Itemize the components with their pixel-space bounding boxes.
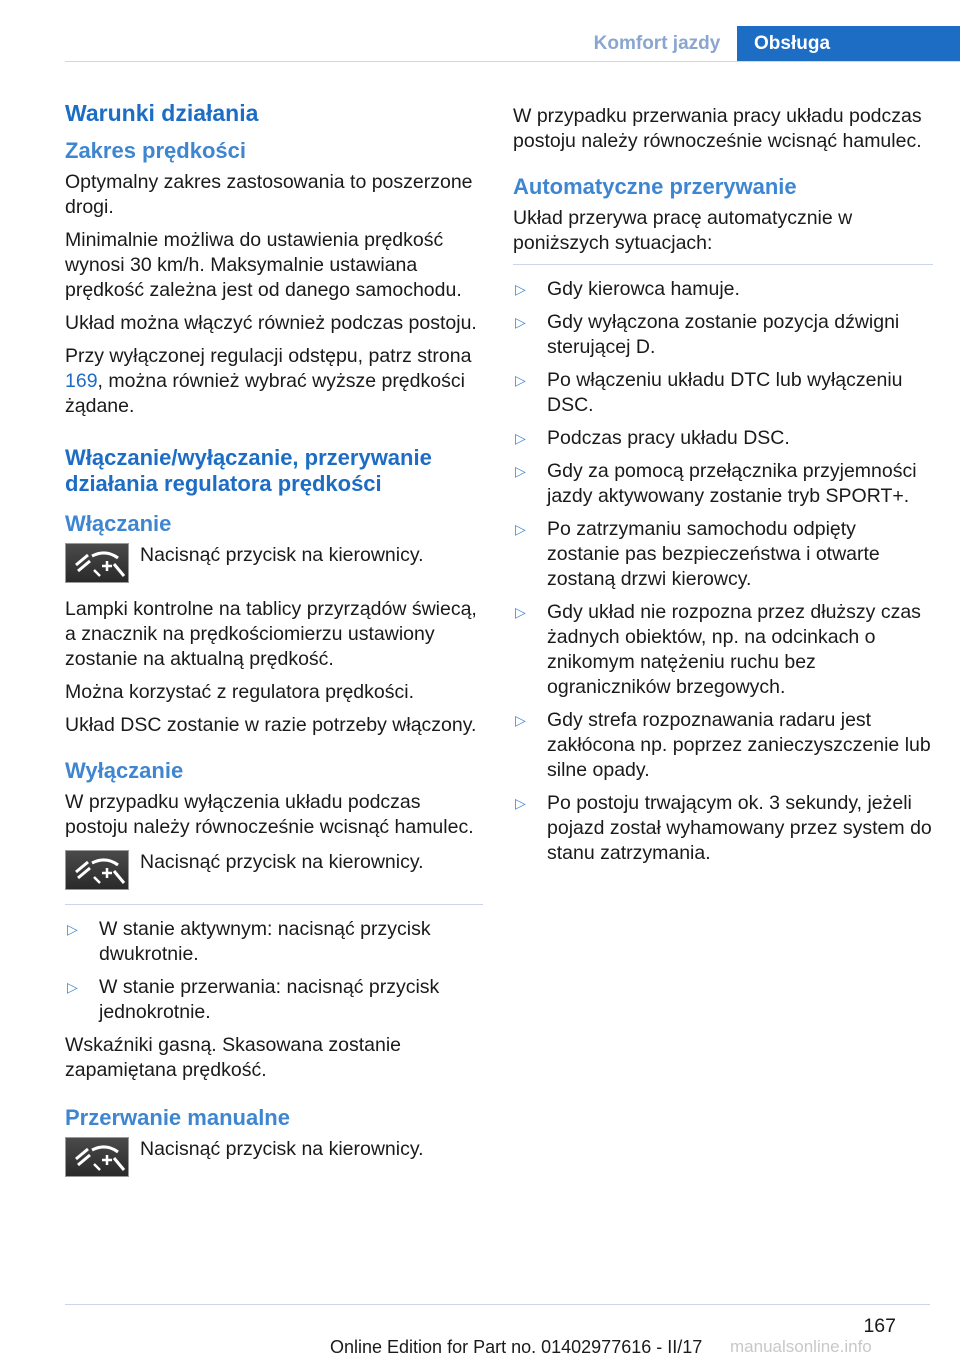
para-przy-a: Przy wyłączonej regulacji odstępu, patrz strona — [65, 345, 472, 367]
triangle-bullet-icon: ▷ — [515, 795, 526, 811]
cruise-control-button-icon — [65, 850, 129, 890]
list-wylaczanie — [65, 917, 483, 1025]
list-item: ▷ Gdy układ nie rozpozna przez dłuższy czas żadnych obiektów, np. na odcinkach o znikomym natężeniu ruchu bez ograniczników brzegowych. — [515, 601, 921, 698]
para-optymalny: Optymalny zakres zastosowania to poszerzone drogi. — [65, 171, 473, 218]
page-number: 167 — [863, 1315, 896, 1337]
list-item: ▷ Podczas pracy układu DSC. — [515, 427, 790, 449]
list-item: ▷ Po postoju trwającym ok. 3 sekundy, jeżeli pojazd został wyhamowany przez system do stanu zatrzymania. — [515, 792, 932, 864]
list-item: ▷ Gdy za pomocą przełącznika przyjemności jazdy aktywowany zostanie tryb SPORT+. — [515, 460, 917, 507]
heading-zakres: Zakres prędkości — [65, 138, 246, 163]
cruise-control-button-icon — [65, 1137, 129, 1177]
cruise-control-button-icon — [65, 543, 129, 583]
list-item: ▷ Gdy wyłączona zostanie pozycja dźwigni sterującej D. — [515, 311, 900, 358]
list-item: ▷ Gdy kierowca hamuje. — [515, 278, 740, 300]
button-row-2 — [65, 850, 483, 890]
triangle-bullet-icon: ▷ — [515, 604, 526, 620]
watermark: manualsonline.info — [730, 1337, 872, 1356]
list-divider — [65, 904, 483, 905]
para-przy — [65, 344, 483, 419]
header-divider — [65, 61, 960, 62]
triangle-bullet-icon: ▷ — [67, 979, 78, 995]
triangle-bullet-icon: ▷ — [515, 281, 526, 297]
heading-automatyczne: Automatyczne przerywanie — [513, 174, 797, 199]
tab-section: Komfort jazdy — [593, 33, 721, 54]
para-auto: Układ przerywa pracę automatycznie w poniższych sytuacjach: — [513, 207, 853, 254]
para-minimalnie: Minimalnie możliwa do ustawienia prędkość wynosi 30 km/h. Maksymalnie ustawiana prędkość zależna jest od danego samochodu. — [65, 229, 462, 301]
triangle-bullet-icon: ▷ — [515, 521, 526, 537]
footer-divider — [65, 1304, 930, 1305]
tab-chapter: Obsługa — [737, 26, 960, 62]
triangle-bullet-icon: ▷ — [515, 372, 526, 388]
list-item: ▷ W stanie przerwania: nacisnąć przycisk jednokrotnie. — [67, 976, 440, 1023]
para-przerwanie-postoj: W przypadku przerwania pracy układu podczas postoju należy równocześnie wcisnąć hamulec. — [513, 105, 922, 152]
button-row-1 — [65, 543, 483, 583]
list-item: ▷ Gdy strefa rozpoznawania radaru jest zakłócona np. poprzez zanieczyszczenie lub silne opady. — [515, 709, 931, 781]
heading-wylaczanie: Wyłączanie — [65, 758, 184, 783]
para-przy-b: , można również wybrać wyższe prędkości żądane. — [65, 370, 465, 417]
button-instruction-1: Nacisnąć przycisk na kierownicy. — [140, 544, 424, 566]
triangle-bullet-icon: ▷ — [67, 921, 78, 937]
button-instruction-2: Nacisnąć przycisk na kierownicy. — [140, 851, 424, 873]
para-mozna: Można korzystać z regulatora prędkości. — [65, 681, 414, 703]
list-item: ▷ W stanie aktywnym: nacisnąć przycisk dwukrotnie. — [67, 918, 431, 965]
page-link[interactable]: 169 — [65, 370, 98, 392]
para-wskazniki: Wskaźniki gasną. Skasowana zostanie zapamiętana prędkość. — [65, 1034, 402, 1081]
right-column — [513, 104, 933, 874]
triangle-bullet-icon: ▷ — [515, 712, 526, 728]
list-divider — [513, 264, 933, 265]
heading-warunki: Warunki działania — [65, 100, 259, 126]
button-instruction-3: Nacisnąć przycisk na kierownicy. — [140, 1138, 424, 1160]
left-column — [65, 100, 483, 1191]
edition-note: Online Edition for Part no. 01402977616 - II/17 — [330, 1337, 703, 1357]
heading-wlaczanie: Włączanie — [65, 511, 172, 536]
list-item: ▷ Po włączeniu układu DTC lub wyłączeniu DSC. — [515, 369, 903, 416]
triangle-bullet-icon: ▷ — [515, 314, 526, 330]
heading-przerwanie: Przerwanie manualne — [65, 1105, 290, 1130]
para-dsc: Układ DSC zostanie w razie potrzeby włączony. — [65, 714, 477, 736]
list-automatyczne — [513, 277, 933, 866]
para-uklad-postoj: Układ można włączyć również podczas postoju. — [65, 312, 477, 334]
para-lampki: Lampki kontrolne na tablicy przyrządów świecą, a znacznik na prędkościomierzu ustawiony zostanie na aktualną prędkość. — [65, 598, 477, 670]
triangle-bullet-icon: ▷ — [515, 430, 526, 446]
button-row-3 — [65, 1137, 483, 1177]
triangle-bullet-icon: ▷ — [515, 463, 526, 479]
para-wyl-postoj: W przypadku wyłączenia układu podczas postoju należy równocześnie wcisnąć hamulec. — [65, 791, 474, 838]
list-item: ▷ Po zatrzymaniu samochodu odpięty zostanie pas bezpieczeństwa i otwarte zostaną drzwi kierowcy. — [515, 518, 880, 590]
heading-wlaczanie-wylaczanie: Włączanie/wyłączanie, przerywanie działania regulatora prędkości — [65, 445, 432, 496]
